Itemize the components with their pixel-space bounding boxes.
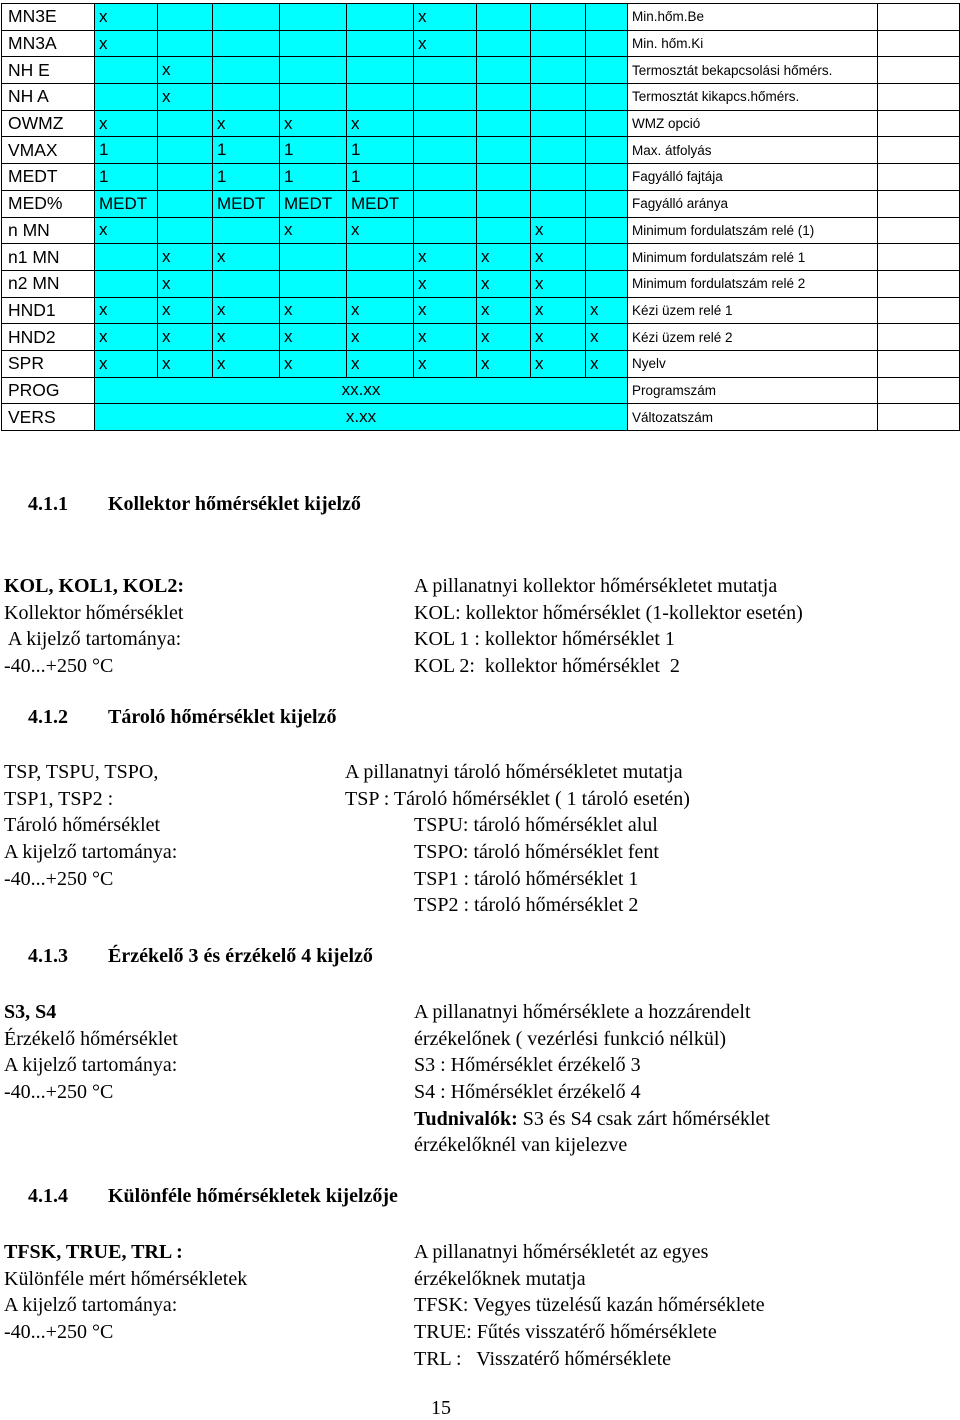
- empty-cell: [878, 270, 960, 297]
- param-description: WMZ opció: [628, 110, 878, 137]
- value-label: Kollektor hőmérséklet: [4, 601, 184, 624]
- option-cell: x: [158, 57, 213, 84]
- table-row: [2, 4, 960, 31]
- option-cell: [531, 110, 586, 137]
- option-cell: x: [158, 350, 213, 377]
- section-number: 4.1.4: [28, 1185, 68, 1207]
- description-line: TSP1 : tároló hőmérséklet 1: [414, 867, 639, 890]
- table-row: [2, 297, 960, 324]
- option-cell: x: [95, 297, 158, 324]
- option-cell: [414, 190, 477, 217]
- option-cell: [586, 4, 628, 31]
- param-description: Minimum fordulatszám relé (1): [628, 217, 878, 244]
- option-cell: [477, 57, 531, 84]
- section-4-1-4-body: [4, 1239, 954, 1372]
- option-cell: 1: [280, 164, 347, 191]
- option-cell: [477, 84, 531, 111]
- option-cell: [158, 164, 213, 191]
- option-cell: [213, 4, 280, 31]
- description-line: TSPO: tároló hőmérséklet fent: [414, 841, 659, 864]
- option-cell: 1: [95, 137, 158, 164]
- param-name: HND2: [2, 324, 95, 351]
- param-name: VERS: [2, 404, 95, 431]
- description-line: A pillanatnyi kollektor hőmérsékletet mutatja: [414, 575, 778, 597]
- param-name: MEDT: [2, 164, 95, 191]
- option-cell: [158, 137, 213, 164]
- option-cell: x: [477, 350, 531, 377]
- option-cell: [586, 110, 628, 137]
- param-description: Minimum fordulatszám relé 2: [628, 270, 878, 297]
- option-cell: x: [158, 270, 213, 297]
- option-cell: x: [531, 217, 586, 244]
- param-description: Termosztát kikapcs.hőmérs.: [628, 84, 878, 111]
- value-label: Tároló hőmérséklet: [4, 814, 161, 837]
- option-cell: [280, 4, 347, 31]
- option-cell: x: [531, 297, 586, 324]
- section-4-1-2-body: [4, 759, 954, 919]
- option-cell: [213, 270, 280, 297]
- option-cell: [586, 30, 628, 57]
- value-label: Érzékelő hőmérséklet: [4, 1027, 178, 1050]
- table-row: [2, 404, 960, 431]
- option-cell: [414, 164, 477, 191]
- option-cell: x: [531, 244, 586, 271]
- option-cell: [477, 217, 531, 244]
- description-line: A pillanatnyi hőmérsékletét az egyes: [414, 1241, 709, 1263]
- param-description: Max. átfolyás: [628, 137, 878, 164]
- range-value: -40...+250 °C: [4, 655, 114, 678]
- option-cell: [586, 244, 628, 271]
- section-4-1-3-body: [4, 999, 954, 1159]
- table-row: [2, 324, 960, 351]
- table-row: [2, 110, 960, 137]
- option-cell: x: [213, 350, 280, 377]
- option-cell: [477, 110, 531, 137]
- param-name: HND1: [2, 297, 95, 324]
- option-cell: x: [414, 350, 477, 377]
- option-cell: x: [347, 350, 414, 377]
- param-description: Fagyálló fajtája: [628, 164, 878, 191]
- option-cell: x: [531, 324, 586, 351]
- range-label: A kijelző tartománya:: [4, 1054, 178, 1077]
- option-cell: [347, 30, 414, 57]
- range-value: -40...+250 °C: [4, 1321, 114, 1344]
- option-cell: x: [347, 217, 414, 244]
- option-cell: [414, 110, 477, 137]
- option-cell: [347, 4, 414, 31]
- option-cell: 1: [213, 164, 280, 191]
- section-heading-4-1-4: [28, 1185, 398, 1208]
- note-text: S3 és S4 csak zárt hőmérséklet: [517, 1107, 770, 1130]
- option-cell: x: [95, 110, 158, 137]
- option-cell: [531, 190, 586, 217]
- option-cell: [280, 244, 347, 271]
- section-heading-4-1-3: [28, 945, 373, 968]
- option-cell: x: [280, 350, 347, 377]
- option-cell: [477, 30, 531, 57]
- param-names: KOL, KOL1, KOL2:: [4, 575, 185, 597]
- option-cell: x: [477, 244, 531, 271]
- parameter-table: [1, 3, 960, 431]
- option-cell: [158, 110, 213, 137]
- option-cell: MEDT: [347, 190, 414, 217]
- option-cell: [347, 57, 414, 84]
- option-cell: x: [414, 270, 477, 297]
- param-name: n1 MN: [2, 244, 95, 271]
- section-title: Különféle hőmérsékletek kijelzője: [108, 1185, 398, 1207]
- option-cell: x: [477, 270, 531, 297]
- option-cell: [414, 137, 477, 164]
- option-cell: x: [477, 297, 531, 324]
- description-line: S4 : Hőmérséklet érzékelő 4: [414, 1081, 641, 1104]
- param-description: Fagyálló aránya: [628, 190, 878, 217]
- option-cell: [95, 57, 158, 84]
- param-name: OWMZ: [2, 110, 95, 137]
- description-line: TFSK: Vegyes tüzelésű kazán hőmérséklete: [414, 1294, 765, 1317]
- param-description: Változatszám: [628, 404, 878, 431]
- option-cell: [586, 270, 628, 297]
- option-cell: x: [586, 324, 628, 351]
- option-cell: x: [213, 244, 280, 271]
- option-cell: x: [586, 297, 628, 324]
- table-row: [2, 164, 960, 191]
- option-cell: 1: [95, 164, 158, 191]
- option-cell: MEDT: [213, 190, 280, 217]
- section-title: Kollektor hőmérséklet kijelző: [108, 493, 361, 515]
- param-name: MN3E: [2, 4, 95, 31]
- param-names: TFSK, TRUE, TRL :: [4, 1241, 183, 1263]
- param-value: x.xx: [95, 404, 628, 431]
- param-name: NH A: [2, 84, 95, 111]
- option-cell: x: [95, 350, 158, 377]
- empty-cell: [878, 57, 960, 84]
- param-description: Programszám: [628, 377, 878, 404]
- description-line: TSP : Tároló hőmérséklet ( 1 tároló esetén): [345, 787, 690, 810]
- empty-cell: [878, 324, 960, 351]
- option-cell: x: [477, 324, 531, 351]
- param-name: VMAX: [2, 137, 95, 164]
- option-cell: x: [213, 110, 280, 137]
- option-cell: [586, 190, 628, 217]
- param-names: S3, S4: [4, 1001, 57, 1023]
- range-value: -40...+250 °C: [4, 1081, 114, 1104]
- description-line: KOL 2: kollektor hőmérséklet 2: [414, 655, 680, 678]
- page-number: 15: [431, 1397, 451, 1419]
- param-name: NH E: [2, 57, 95, 84]
- option-cell: x: [531, 350, 586, 377]
- option-cell: x: [586, 350, 628, 377]
- option-cell: [414, 57, 477, 84]
- option-cell: [531, 84, 586, 111]
- description-line: érzékelőknél van kijelezve: [414, 1134, 628, 1157]
- description-line: A pillanatnyi tároló hőmérsékletet mutatja: [345, 761, 683, 783]
- option-cell: [158, 217, 213, 244]
- table-row: [2, 377, 960, 404]
- option-cell: x: [280, 110, 347, 137]
- option-cell: [213, 217, 280, 244]
- param-description: Termosztát bekapcsolási hőmérs.: [628, 57, 878, 84]
- range-label: A kijelző tartománya:: [4, 841, 178, 864]
- empty-cell: [878, 137, 960, 164]
- option-cell: x: [280, 324, 347, 351]
- range-label: A kijelző tartománya:: [4, 1294, 178, 1317]
- option-cell: [95, 270, 158, 297]
- option-cell: [477, 4, 531, 31]
- option-cell: [95, 84, 158, 111]
- option-cell: [477, 164, 531, 191]
- option-cell: x: [158, 244, 213, 271]
- option-cell: x: [414, 297, 477, 324]
- param-names: TSP, TSPU, TSPO,: [4, 761, 159, 783]
- table-row: [2, 30, 960, 57]
- option-cell: [158, 4, 213, 31]
- param-name: MED%: [2, 190, 95, 217]
- table-row: [2, 244, 960, 271]
- note-line: [414, 1106, 770, 1133]
- param-description: Nyelv: [628, 350, 878, 377]
- option-cell: x: [531, 270, 586, 297]
- section-number: 4.1.1: [28, 493, 68, 515]
- option-cell: [531, 30, 586, 57]
- option-cell: x: [414, 244, 477, 271]
- option-cell: [531, 57, 586, 84]
- option-cell: [531, 137, 586, 164]
- table-row: [2, 350, 960, 377]
- option-cell: x: [414, 324, 477, 351]
- param-description: Kézi üzem relé 2: [628, 324, 878, 351]
- description-line: KOL: kollektor hőmérséklet (1-kollektor esetén): [414, 601, 803, 624]
- range-value: -40...+250 °C: [4, 867, 114, 890]
- value-label: Különféle mért hőmérsékletek: [4, 1267, 248, 1290]
- option-cell: 1: [347, 137, 414, 164]
- empty-cell: [878, 84, 960, 111]
- table-row: [2, 137, 960, 164]
- note-label: Tudnivalók:: [414, 1107, 518, 1130]
- section-number: 4.1.3: [28, 945, 68, 967]
- param-description: Kézi üzem relé 1: [628, 297, 878, 324]
- option-cell: x: [414, 30, 477, 57]
- param-description: Minimum fordulatszám relé 1: [628, 244, 878, 271]
- option-cell: [586, 137, 628, 164]
- range-label: A kijelző tartománya:: [4, 628, 182, 651]
- option-cell: [477, 190, 531, 217]
- option-cell: x: [158, 84, 213, 111]
- option-cell: [280, 57, 347, 84]
- option-cell: [213, 84, 280, 111]
- option-cell: 1: [347, 164, 414, 191]
- section-title: Tároló hőmérséklet kijelző: [108, 706, 337, 728]
- option-cell: [414, 84, 477, 111]
- description-line: érzékelőnek ( vezérlési funkció nélkül): [414, 1027, 727, 1050]
- section-4-1-1-body: [4, 573, 954, 680]
- description-line: TSPU: tároló hőmérséklet alul: [414, 814, 658, 837]
- option-cell: [531, 4, 586, 31]
- description-line: TRL : Visszatérő hőmérséklete: [414, 1347, 672, 1370]
- option-cell: x: [414, 4, 477, 31]
- option-cell: x: [95, 30, 158, 57]
- option-cell: [477, 137, 531, 164]
- option-cell: x: [347, 110, 414, 137]
- param-value: xx.xx: [95, 377, 628, 404]
- option-cell: [414, 217, 477, 244]
- option-cell: x: [347, 297, 414, 324]
- option-cell: [586, 57, 628, 84]
- description-line: TRUE: Fűtés visszatérő hőmérséklete: [414, 1321, 717, 1344]
- option-cell: [531, 164, 586, 191]
- option-cell: x: [158, 297, 213, 324]
- option-cell: x: [280, 297, 347, 324]
- empty-cell: [878, 350, 960, 377]
- option-cell: x: [280, 217, 347, 244]
- empty-cell: [878, 110, 960, 137]
- option-cell: [280, 30, 347, 57]
- param-name: n MN: [2, 217, 95, 244]
- option-cell: x: [158, 324, 213, 351]
- section-heading-4-1-2: [28, 706, 336, 729]
- param-description: Min.hőm.Be: [628, 4, 878, 31]
- option-cell: [158, 30, 213, 57]
- table-row: [2, 270, 960, 297]
- section-heading-4-1-1: [28, 493, 361, 516]
- option-cell: [347, 270, 414, 297]
- empty-cell: [878, 404, 960, 431]
- option-cell: [586, 84, 628, 111]
- description-line: S3 : Hőmérséklet érzékelő 3: [414, 1054, 641, 1077]
- option-cell: [280, 270, 347, 297]
- param-name: n2 MN: [2, 270, 95, 297]
- table-row: [2, 190, 960, 217]
- option-cell: [347, 244, 414, 271]
- table-row: [2, 217, 960, 244]
- option-cell: x: [95, 4, 158, 31]
- empty-cell: [878, 377, 960, 404]
- option-cell: [95, 244, 158, 271]
- empty-cell: [878, 217, 960, 244]
- empty-cell: [878, 190, 960, 217]
- table-row: [2, 84, 960, 111]
- option-cell: [213, 57, 280, 84]
- option-cell: MEDT: [280, 190, 347, 217]
- description-line: A pillanatnyi hőmérséklete a hozzárendelt: [414, 1001, 751, 1023]
- section-number: 4.1.2: [28, 706, 68, 728]
- option-cell: x: [213, 324, 280, 351]
- option-cell: [586, 164, 628, 191]
- option-cell: x: [95, 217, 158, 244]
- empty-cell: [878, 297, 960, 324]
- option-cell: [280, 84, 347, 111]
- option-cell: 1: [280, 137, 347, 164]
- description-line: TSP2 : tároló hőmérséklet 2: [414, 894, 639, 917]
- description-line: érzékelőknek mutatja: [414, 1267, 586, 1290]
- section-title: Érzékelő 3 és érzékelő 4 kijelző: [108, 945, 373, 967]
- option-cell: 1: [213, 137, 280, 164]
- option-cell: x: [213, 297, 280, 324]
- param-names: TSP1, TSP2 :: [4, 787, 114, 810]
- empty-cell: [878, 244, 960, 271]
- param-name: SPR: [2, 350, 95, 377]
- table-row: [2, 57, 960, 84]
- param-description: Min. hőm.Ki: [628, 30, 878, 57]
- param-name: MN3A: [2, 30, 95, 57]
- empty-cell: [878, 30, 960, 57]
- option-cell: [158, 190, 213, 217]
- description-line: KOL 1 : kollektor hőmérséklet 1: [414, 628, 675, 651]
- param-name: PROG: [2, 377, 95, 404]
- option-cell: x: [347, 324, 414, 351]
- empty-cell: [878, 4, 960, 31]
- empty-cell: [878, 164, 960, 191]
- option-cell: [213, 30, 280, 57]
- option-cell: [347, 84, 414, 111]
- option-cell: [586, 217, 628, 244]
- option-cell: MEDT: [95, 190, 158, 217]
- option-cell: x: [95, 324, 158, 351]
